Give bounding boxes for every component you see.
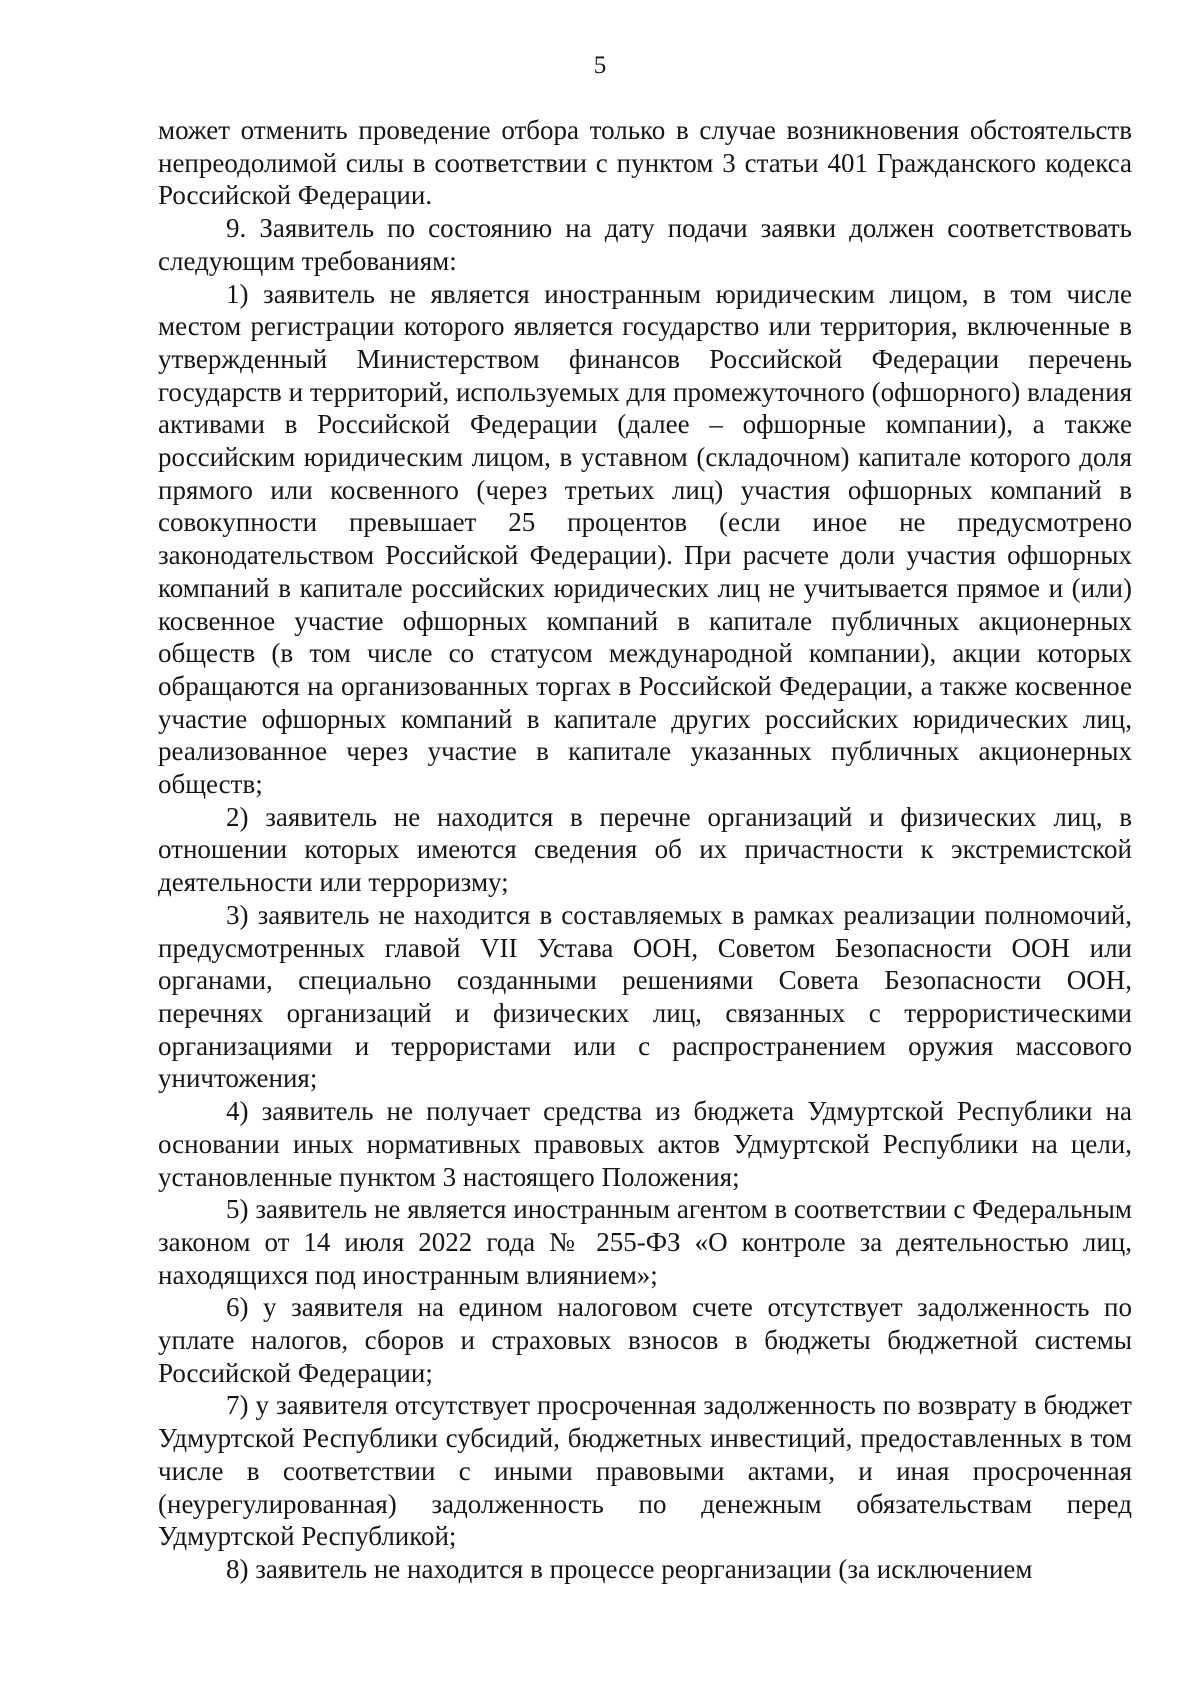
paragraph-subitem-1: 1) заявитель не является иностранным юридическим лицом, в том числе местом регистрации которого является государство или территория, включенные в утвержденный Министерством финансов Российской Федерации перечень государств и территорий, используемых для промежуточного (офшорного) владения активами в Российской Федерации (далее – офшорные компании), а также российским юридическим лицом, в уставном (складочном) капитале которого доля прямого или косвенного (через третьих лиц) участия офшорных компаний в совокупности превышает 25 процентов (если иное не предусмотрено законодательством Российской Федерации). При расчете доли участия офшорных компаний в капитале российских юридических лиц не учитывается прямое и (или) косвенное участие офшорных компаний в капитале публичных акционерных обществ (в том числе со статусом международной компании), акции которых обращаются на организованных торгах в Российской Федерации, а также косвенное участие офшорных компаний в капитале других российских юридических лиц, реализованное через участие в капитале указанных публичных акционерных обществ; bbox=[158, 278, 1132, 800]
paragraph-continuation: может отменить проведение отбора только в случае возникновения обстоятельств непреодолимой силы в соответствии с пунктом 3 статьи 401 Гражданского кодекса Российской Федерации. bbox=[158, 115, 1132, 211]
page-number: 5 bbox=[593, 52, 607, 79]
paragraph-subitem-5: 5) заявитель не является иностранным агентом в соответствии с Федеральным законом от 14 июля 2022 года № 255-ФЗ «О контроле за деятельностью лиц, находящихся под иностранным влиянием»; bbox=[158, 1194, 1132, 1290]
paragraph-subitem-6: 6) у заявителя на едином налоговом счете отсутствует задолженность по уплате налогов, сборов и страховых взносов в бюджеты бюджетной системы Российской Федерации; bbox=[158, 1292, 1132, 1388]
paragraph-subitem-8: 8) заявитель не находится в процессе реорганизации (за исключением bbox=[226, 1553, 1033, 1584]
paragraph-subitem-4: 4) заявитель не получает средства из бюджета Удмуртской Республики на основании иных нормативных правовых актов Удмуртской Республики на цели, установленные пунктом 3 настоящего Положения; bbox=[158, 1096, 1132, 1192]
paragraph-item-9: 9. Заявитель по состоянию на дату подачи заявки должен соответствовать следующим требованиям: bbox=[158, 213, 1132, 276]
document-body bbox=[158, 114, 1132, 1586]
paragraph-subitem-2: 2) заявитель не находится в перечне организаций и физических лиц, в отношении которых имеются сведения об их причастности к экстремистской деятельности или терроризму; bbox=[158, 801, 1132, 898]
paragraph-subitem-3: 3) заявитель не находится в составляемых в рамках реализации полномочий, предусмотренных главой VII Устава ООН, Советом Безопасности ООН или органами, специально созданными решениями Совета Безопасности ООН, перечнях организаций и физических лиц, связанных с террористическими организациями и террористами или с распространением оружия массового уничтожения; bbox=[158, 899, 1132, 1094]
paragraph-subitem-7: 7) у заявителя отсутствует просроченная задолженность по возврату в бюджет Удмуртской Республики субсидий, бюджетных инвестиций, предоставленных в том числе в соответствии с иными правовыми актами, и иная просроченная (неурегулированная) задолженность по денежным обязательствам перед Удмуртской Республикой; bbox=[158, 1390, 1132, 1552]
